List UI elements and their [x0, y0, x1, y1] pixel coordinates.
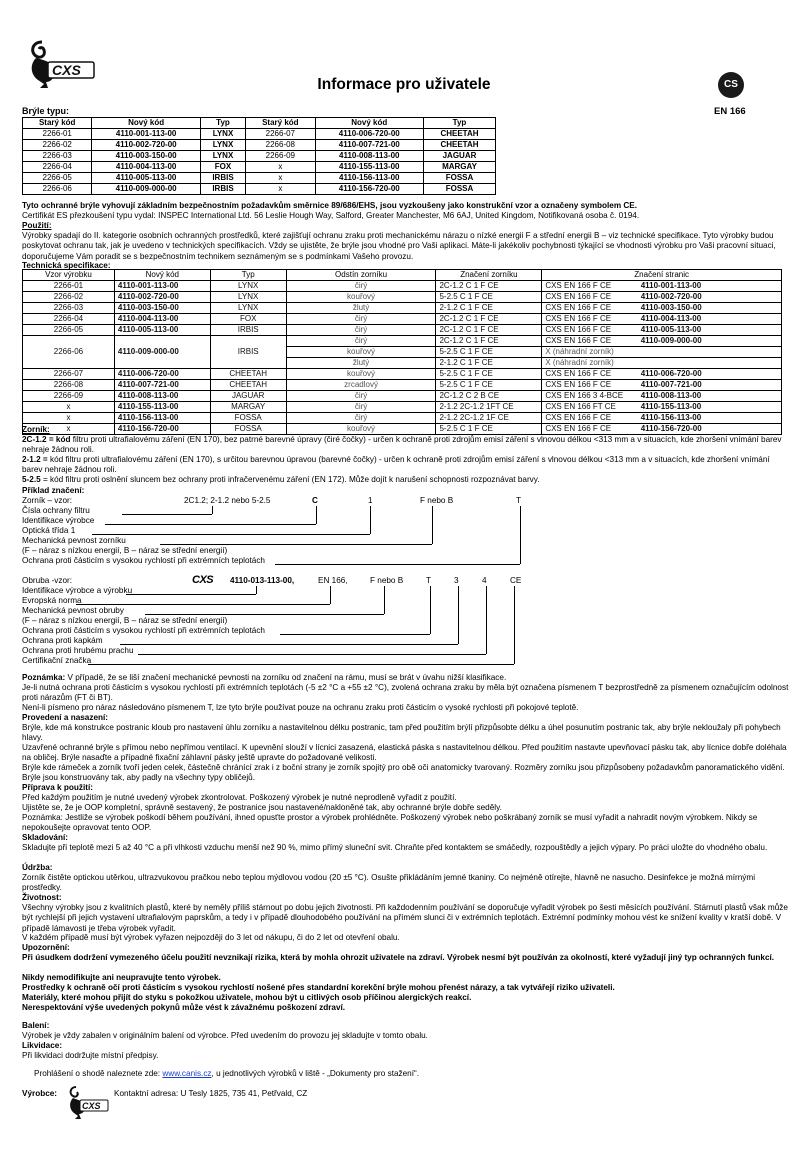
types-row — [23, 151, 496, 162]
use-text: Výrobky spadají do II. kategorie osobních ochranných prostředků, které zajišťují ochranu zraku proti mechanickému nárazu o nízké energii F a střední energii B – viz technické specifikace. Tyto výrobky budou poskytovat ochranu tak, jak je uvedeno v technických specifikacích. Vždy se ujistěte, že brýle jsou vhodné pro Vaši aplikaci. Máte-li jakékoliv pochybnosti týkající se vhodnosti výrobku pro Vaši pracovní situaci, doporučujeme Vám poradit se s bezpečnostním technikem seznámeným se s podmínkami Vašeho provozu. — [22, 231, 776, 261]
warn-1: Při úsudkem dodržení vymezeného účelu použití nevznikají rizika, která by mohla ohrozit uživatele na zdraví. Výrobek nesmí být používán za okolností, které vyžadují jiný typ ochranných funkcí. — [22, 953, 775, 962]
filter-5-text — [22, 475, 790, 485]
types-row — [23, 140, 496, 151]
tech-cell: 4110-008-113-00 — [114, 391, 210, 402]
maint-1: Zorník čistěte optickou utěrkou, ultrazvukovou pračkou nebo teplou mýdlovou vodou (20 ±5 °C). Osušte přikládáním jemné tkaniny. Co nejméně otírejte, hlavně ne nasucho. Desinfekce je možná mírnými prostředky. — [22, 873, 756, 893]
tech-cell: 4110-003-150-00 — [638, 303, 782, 314]
col-new-code-2: Nový kód — [315, 118, 423, 129]
types-cell: MARGAY — [424, 162, 496, 173]
language-badge: CS — [718, 72, 744, 98]
tech-cell: 2C-1.2 C 2 B CE — [436, 391, 542, 402]
life-1: Všechny výrobky jsou z kvalitních plastů, které by neměly příliš stárnout po dobu jejich životnosti. Při každodenním používání se doporučuje vyřadit výrobek po šesti měsících používání. Stárnutí plastů však může být rychlejší při jejich vystavení ultrafialovým paprskům, a tedy i v případě dlouhodobého používání na přímém slunci či v extrémních teplotách. Extrémní podmínky mohou vést ke snížení kvality v kratší době. V případě lámavosti je třeba výrobek vyřadit. — [22, 903, 788, 933]
tech-cell: 2266-01 — [23, 281, 115, 292]
tech-cell: X (náhradní zorník) — [542, 347, 638, 358]
warn-5: Nerespektování výše uvedených pokynů může vést k závažnému poškození zdraví. — [22, 1003, 346, 1012]
tech-cell: 2C-1.2 C 1 F CE — [436, 281, 542, 292]
tech-cell: FOSSA — [210, 413, 286, 424]
types-cell: 4110-005-113-00 — [92, 173, 200, 184]
frame-example-logo: CXS — [192, 574, 214, 586]
tech-cell: 2266-03 — [23, 303, 115, 314]
frame-marking-item: Ochrana proti částicím s vysokou rychlostí při extrémních teplotách — [22, 626, 265, 635]
prep-3: Poznámka: Jestliže se výrobek poškodí během používání, ihned opusťte prostor a výrobek prohlédněte. Poškozený výrobek nebo poškrábaný zorník se musí vyřadit a nahradit novým výrobkem. Nikdy se nepokoušejte opravovat tento OOP. — [22, 813, 758, 833]
frame-example-en: EN 166, — [318, 576, 348, 585]
note-1-text: V případě, že se liší značení mechanické pevnosti na zorníku od značení na rámu, musí se brát v úvahu nižší klasifikace. — [65, 673, 507, 682]
tech-cell: 4110-156-720-00 — [638, 424, 782, 435]
types-cell: 2266-01 — [23, 129, 92, 140]
types-cell: LYNX — [200, 140, 245, 151]
frame-marking-item: Certifikační značka — [22, 656, 92, 665]
types-cell: FOSSA — [424, 173, 496, 184]
tech-cell: čirý — [286, 281, 436, 292]
types-cell: 2266-07 — [246, 129, 315, 140]
pack-1: Výrobek je vždy zabalen v originálním balení od výrobce. Před uvedením do provozu jej skladujte v tomto obalu. — [22, 1031, 428, 1040]
types-cell: x — [246, 173, 315, 184]
tech-cell: 4110-005-113-00 — [114, 325, 210, 336]
tech-cell: LYNX — [210, 292, 286, 303]
pack-heading: Balení: — [22, 1021, 50, 1030]
leader-line — [384, 586, 385, 614]
tech-cell: čirý — [286, 325, 436, 336]
frame-example-fb: F nebo B — [370, 576, 404, 585]
life-heading: Životnost: — [22, 893, 62, 902]
tech-cell: 4110-155-113-00 — [114, 402, 210, 413]
types-cell: LYNX — [200, 151, 245, 162]
types-cell: 4110-004-113-00 — [92, 162, 200, 173]
tech-cell: 5-2.5 C 1 F CE — [436, 369, 542, 380]
note-label: Poznámka: — [22, 673, 66, 682]
col-model: Vzor výrobku — [23, 270, 115, 281]
lens-example-t: T — [516, 496, 522, 505]
filter-2-text — [22, 455, 790, 476]
tech-cell: 4110-006-720-00 — [638, 369, 782, 380]
frame-marking-item: Evropská norma — [22, 596, 82, 605]
tech-cell: 4110-008-113-00 — [638, 391, 782, 402]
leader-line — [212, 506, 213, 514]
types-cell: IRBIS — [200, 173, 245, 184]
tech-cell: CXS EN 166 F CE — [542, 369, 638, 380]
types-cell: LYNX — [200, 129, 245, 140]
leader-line — [76, 604, 330, 605]
lens-marking-item: Čísla ochrany filtru — [22, 506, 90, 515]
frame-example-code: 4110-013-113-00, — [230, 576, 295, 585]
tech-cell: čirý — [286, 314, 436, 325]
leader-line — [520, 506, 521, 564]
types-row — [23, 173, 496, 184]
types-cell: FOSSA — [424, 184, 496, 195]
tech-cell: CXS EN 166 3 4-BCE — [542, 391, 638, 402]
certificate-line — [22, 211, 790, 221]
types-header-row — [23, 118, 496, 129]
tech-cell: 2266-06 — [23, 336, 115, 369]
tech-cell: 4110-003-150-00 — [114, 303, 210, 314]
tech-cell: 4110-001-113-00 — [638, 281, 782, 292]
col-frame-mark: Značení stranic — [542, 270, 782, 281]
tech-cell: 4110-007-721-00 — [638, 380, 782, 391]
tech-cell — [638, 358, 782, 369]
types-cell: 4110-001-113-00 — [92, 129, 200, 140]
tech-cell: 4110-004-113-00 — [638, 314, 782, 325]
frame-marking-item: Mechanická pevnost obruby — [22, 606, 124, 615]
types-cell: 4110-002-720-00 — [92, 140, 200, 151]
col-code: Nový kód — [114, 270, 210, 281]
tech-cell: 5-2.5 C 1 F CE — [436, 347, 542, 358]
types-cell: IRBIS — [200, 184, 245, 195]
tech-cell: CXS EN 166 F CE — [542, 292, 638, 303]
tech-cell: IRBIS — [210, 325, 286, 336]
tech-cell — [638, 347, 782, 358]
tech-cell: CXS EN 166 F CE — [542, 281, 638, 292]
types-cell: 2266-05 — [23, 173, 92, 184]
lens-example-codes: 2C1.2; 2-1.2 nebo 5-2.5 — [184, 496, 271, 505]
tech-cell: MARGAY — [210, 402, 286, 413]
tech-cell: kouřový — [286, 369, 436, 380]
tech-cell: 2266-02 — [23, 292, 115, 303]
tech-cell: 4110-002-720-00 — [638, 292, 782, 303]
types-cell: x — [246, 162, 315, 173]
prep-2: Ujistěte se, že je OOP kompletní, správně sestavený, že postranice jsou nastavené/nakloněné tak, aby ochranné brýle dobře seděly. — [22, 803, 502, 812]
tech-cell: 2-1.2 2C-1.2 1F CE — [436, 413, 542, 424]
leader-line — [138, 654, 486, 655]
contact-address: Kontaktní adresa: U Tesly 1825, 735 41, Petřvald, CZ — [114, 1089, 308, 1098]
warn-2: Nikdy nemodifikujte ani neupravujte tento výrobek. — [22, 973, 221, 982]
tech-cell: CXS EN 166 F CE — [542, 325, 638, 336]
tech-cell: 2C-1.2 C 1 F CE — [436, 336, 542, 347]
leader-line — [160, 544, 432, 545]
tech-cell: žlutý — [286, 358, 436, 369]
col-old-code: Starý kód — [23, 118, 92, 129]
leader-line — [316, 506, 317, 524]
lens-example-c: C — [312, 496, 318, 505]
tech-cell: 2C-1.2 C 1 F CE — [436, 314, 542, 325]
declaration-link[interactable]: www.canis.cz — [162, 1069, 212, 1078]
lens-marking-item: Optická třída 1 — [22, 526, 76, 535]
tech-cell: x — [23, 413, 115, 424]
tech-cell: 4110-006-720-00 — [114, 369, 210, 380]
tech-cell: 2C-1.2 C 1 F CE — [436, 325, 542, 336]
types-cell: 2266-09 — [246, 151, 315, 162]
leader-line — [275, 564, 520, 565]
tech-cell: CHEETAH — [210, 369, 286, 380]
tech-cell: 2266-09 — [23, 391, 115, 402]
fit-heading: Provedení a nasazení: — [22, 713, 109, 722]
tech-cell: CXS EN 166 FT CE — [542, 402, 638, 413]
ce-statement: Tyto ochranné brýle vyhovují základním bezpečnostním požadavkům směrnice 89/686/EHS, jsou vyzkoušeny jako konstrukční vzor a označeny symbolem CE. — [22, 201, 638, 210]
tech-cell: 2266-05 — [23, 325, 115, 336]
types-row — [23, 129, 496, 140]
col-type: Typ — [200, 118, 245, 129]
types-cell: 4110-156-720-00 — [315, 184, 423, 195]
types-cell: 2266-03 — [23, 151, 92, 162]
warn-4: Materiály, které mohou přijít do styku s pokožkou uživatele, mohou být u citlivých osob příčinou alergických reakcí. — [22, 993, 472, 1002]
cxs-logo-bottom — [64, 1084, 110, 1124]
types-cell: 4110-006-720-00 — [315, 129, 423, 140]
filter-2c-desc: filtru proti ultrafialovému záření (EN 170), bez patrné barevné úpravy (čiré čočky) - určen k ochraně proti zdrojům emisí záření s vlnovou délkou <313 mm a v situacích, kde zhoršení vnímání barev nehraje žádnou roli. — [22, 435, 782, 455]
tech-cell: 4110-007-721-00 — [114, 380, 210, 391]
tech-cell: LYNX — [210, 303, 286, 314]
tech-cell: čirý — [286, 413, 436, 424]
filter-2-code: 2-1.2 = — [22, 455, 48, 464]
leader-line — [92, 534, 370, 535]
types-cell: JAGUAR — [424, 151, 496, 162]
declaration-prefix: Prohlášení o shodě naleznete zde: — [34, 1069, 163, 1078]
types-heading: Brýle typu: — [22, 106, 70, 116]
tech-row — [23, 314, 782, 325]
types-cell: 2266-02 — [23, 140, 92, 151]
tech-cell: CXS EN 166 F CE — [542, 413, 638, 424]
tech-row — [23, 336, 782, 347]
fit-3: Brýle kde rámeček a zorník tvoří jeden celek, částečně chránící zrak i z boční strany je zorník spojitý pro obě oči anatomicky tvarovaný. Rozměry zorníku jsou přizpůsobeny požadavkům panoramatického vidění. Brýle jsou konstruovány tak, aby padly na všechny typy obličejů. — [22, 763, 785, 783]
manufacturer-label: Výrobce: — [22, 1089, 58, 1098]
tech-cell: FOSSA — [210, 424, 286, 435]
leader-line — [330, 586, 331, 604]
disposal-heading: Likvidace: — [22, 1041, 63, 1050]
svg-text:CXS: CXS — [82, 1101, 101, 1111]
tech-cell: X (náhradní zorník) — [542, 358, 638, 369]
lens-marking-item: (F – náraz s nízkou energií, B – náraz se střední energií) — [22, 546, 228, 555]
leader-line — [105, 524, 316, 525]
col-tech-type: Typ — [210, 270, 286, 281]
tech-cell: 4110-156-113-00 — [638, 413, 782, 424]
tech-cell: IRBIS — [210, 336, 286, 369]
disposal-1: Při likvidaci dodržujte místní předpisy. — [22, 1051, 159, 1060]
lens-marking-item: Ochrana proti částicím s vysokou rychlostí při extrémních teplotách — [22, 556, 265, 565]
col-new-code: Nový kód — [92, 118, 200, 129]
tech-cell: 5-2.5 C 1 F CE — [436, 292, 542, 303]
tech-cell: LYNX — [210, 281, 286, 292]
tech-row — [23, 391, 782, 402]
fit-1: Brýle, kde má konstrukce postranic kloub pro nastavení úhlu zorníku a nastavitelnou délku postranic, tam před použitím brýlí přizpůsobte délku a úhel posunutím postranic tak, aby brýle nekloužaly při pohybech hlavy. — [22, 723, 781, 743]
tech-table — [22, 269, 782, 435]
note-3: Není-li písmeno pro náraz následováno písmenem T, lze tyto brýle používat pouze na ochranu zraku proti částicím o vysoké rychlosti při pokojové teplotě. — [22, 703, 579, 712]
standard-label: EN 166 — [714, 106, 746, 117]
types-row — [23, 184, 496, 195]
lens-example-1: 1 — [368, 496, 373, 505]
leader-line — [145, 614, 384, 615]
types-cell: 2266-06 — [23, 184, 92, 195]
tech-row — [23, 281, 782, 292]
tech-cell: 4110-002-720-00 — [114, 292, 210, 303]
types-cell: 4110-156-113-00 — [315, 173, 423, 184]
frame-marking-item: Ochrana proti kapkám — [22, 636, 103, 645]
leader-line — [430, 586, 431, 634]
leader-line — [370, 506, 371, 534]
note-2: Je-li nutná ochrana proti částicím s vysokou rychlostí při extrémních teplotách (-5 ±2 °C a +55 ±2 °C), zvolená ochrana zraku by měla být označena písmenem T bezprostředně za písmenem označujícím odolnost proti nárazům (FT či BT). — [22, 683, 789, 703]
lens-heading: Zorník: — [22, 425, 50, 434]
tech-cell: CHEETAH — [210, 380, 286, 391]
tech-cell: 4110-156-720-00 — [114, 424, 210, 435]
cert-address: 56 Leslie Hough Way, Salford, Greater Manchester, M6 6AJ, United Kingdom, — [251, 211, 539, 220]
filter-5-desc: = kód filtru proti oslnění sluncem bez ochrany proti infračervenému záření (EN 172). Může dojít k narušení schopnosti rozpoznávat barvy. — [40, 475, 540, 484]
tech-cell: čirý — [286, 336, 436, 347]
types-cell: 4110-008-113-00 — [315, 151, 423, 162]
tech-cell: 2266-04 — [23, 314, 115, 325]
tech-cell: 4110-009-000-00 — [114, 336, 210, 369]
types-cell: 4110-009-000-00 — [92, 184, 200, 195]
tech-cell: FOX — [210, 314, 286, 325]
prep-1: Před každým použitím je nutné uvedený výrobek zkontrolovat. Poškozený výrobek je nutné neprodleně vyřadit z použití. — [22, 793, 457, 802]
types-cell: 4110-003-150-00 — [92, 151, 200, 162]
cert-notified: Notifikovaná osoba č. 0194. — [538, 211, 640, 220]
types-cell: CHEETAH — [424, 140, 496, 151]
warn-heading: Upozornění: — [22, 943, 70, 952]
tech-cell: zrcadlový — [286, 380, 436, 391]
lens-example-fb: F nebo B — [420, 496, 454, 505]
filter-2c-text — [22, 435, 790, 456]
leader-line — [88, 664, 514, 665]
tech-cell: CXS EN 166 F CE — [542, 303, 638, 314]
tech-row — [23, 413, 782, 424]
tech-row — [23, 292, 782, 303]
leader-line — [486, 586, 487, 654]
leader-line — [458, 586, 459, 644]
declaration-suffix: , u jednotlivých výrobků v liště - „Dokumenty pro stažení“. — [211, 1069, 420, 1078]
types-cell: 2266-08 — [246, 140, 315, 151]
svg-text:CXS: CXS — [52, 62, 81, 78]
leader-line — [514, 586, 515, 664]
tech-cell: 4110-005-113-00 — [638, 325, 782, 336]
declaration-line — [34, 1069, 802, 1079]
tech-cell: 5-2.5 C 1 F CE — [436, 424, 542, 435]
col-type-2: Typ — [424, 118, 496, 129]
frame-example-3: 3 — [454, 576, 459, 585]
warn-3: Prostředky k ochraně očí proti částicím s vysokou rychlostí nošené přes standardní korekční brýle mohou přenést nárazy, a tak vytvářejí riziko uživateli. — [22, 983, 615, 992]
lens-marking-item: Identifikace výrobce — [22, 516, 95, 525]
types-cell: FOX — [200, 162, 245, 173]
types-row — [23, 162, 496, 173]
leader-line — [432, 506, 433, 544]
life-2: V každém případě musí být výrobek vyřazen nejpozději do 3 let od nákupu, či do 2 let od otevření obalu. — [22, 933, 400, 942]
page-title: Informace pro uživatele — [317, 76, 491, 93]
frame-example-t: T — [426, 576, 432, 585]
example-heading: Příklad značení: — [22, 486, 85, 495]
tech-cell: 4110-004-113-00 — [114, 314, 210, 325]
tech-cell: x — [23, 402, 115, 413]
tech-cell: CXS EN 166 F CE — [542, 336, 638, 347]
tech-cell: 4110-156-113-00 — [114, 413, 210, 424]
tech-cell: CXS EN 166 F CE — [542, 424, 638, 435]
types-table — [22, 117, 496, 195]
use-heading: Použití: — [22, 221, 52, 230]
frame-marking-item: Ochrana proti hrubému prachu — [22, 646, 134, 655]
cert-issuer: Certifikát ES přezkoušení typu vydal: INSPEC International Ltd. — [22, 211, 252, 220]
filter-2c-code: 2C-1.2 = kód — [22, 435, 71, 444]
filter-2-desc: kód filtru proti ultrafialovému záření (EN 170), s určitou barevnou úpravou (barevné čočky) - určen k ochraně proti zdrojům emisí záření s vlnovou délkou <313 mm a v situacích, kde zhoršení vnímání barev nehraje žádnou roli. — [22, 455, 770, 475]
leader-line — [126, 594, 256, 595]
tech-cell: čirý — [286, 391, 436, 402]
types-cell: x — [246, 184, 315, 195]
tech-row — [23, 380, 782, 391]
leader-line — [280, 634, 430, 635]
tech-cell: 2266-08 — [23, 380, 115, 391]
frame-marking-item: Identifikace výrobce a výrobku — [22, 586, 133, 595]
filter-5-code: 5-2.5 — [22, 475, 41, 484]
tech-cell: 2-1.2 C 1 F CE — [436, 303, 542, 314]
leader-line — [120, 644, 458, 645]
tech-row — [23, 303, 782, 314]
tech-cell: 4110-155-113-00 — [638, 402, 782, 413]
tech-row — [23, 369, 782, 380]
store-heading: Skladování: — [22, 833, 68, 842]
col-shade: Odstín zorníku — [286, 270, 436, 281]
store-1: Skladujte při teplotě mezi 5 až 40 °C a při vlhkosti vzduchu menší než 90 %, mimo přímý sluneční svit. Chraňte před kontaktem se smáčedly, rozpouštědly a jejich výpary. Po práci uložte do vhodného obalu. — [22, 843, 768, 852]
tech-cell: 4110-009-000-00 — [638, 336, 782, 347]
tech-row — [23, 402, 782, 413]
lens-marking-item: Mechanická pevnost zorníku — [22, 536, 126, 545]
tech-cell: JAGUAR — [210, 391, 286, 402]
tech-cell: čirý — [286, 402, 436, 413]
tech-row — [23, 325, 782, 336]
frame-example-4: 4 — [482, 576, 487, 585]
tech-cell: 5-2.5 C 1 F CE — [436, 380, 542, 391]
col-lens-mark: Značení zorníku — [436, 270, 542, 281]
tech-cell: kouřový — [286, 347, 436, 358]
types-cell: 2266-04 — [23, 162, 92, 173]
tech-heading: Technická specifikace: — [22, 261, 111, 270]
leader-line — [256, 586, 257, 594]
tech-cell: x — [23, 424, 115, 435]
tech-cell: 4110-001-113-00 — [114, 281, 210, 292]
tech-cell: žlutý — [286, 303, 436, 314]
maint-heading: Údržba: — [22, 863, 53, 872]
types-cell: 4110-155-113-00 — [315, 162, 423, 173]
note-1 — [22, 673, 790, 683]
types-cell: CHEETAH — [424, 129, 496, 140]
tech-cell: kouřový — [286, 424, 436, 435]
col-old-code-2: Starý kód — [246, 118, 315, 129]
leader-line — [122, 514, 212, 515]
prep-heading: Příprava k použití: — [22, 783, 93, 792]
tech-header-row — [23, 270, 782, 281]
tech-cell: 2266-07 — [23, 369, 115, 380]
frame-marking-item: (F – náraz s nízkou energií, B – náraz se střední energií) — [22, 616, 228, 625]
tech-cell: CXS EN 166 F CE — [542, 314, 638, 325]
frame-example-ce: CE — [510, 576, 522, 585]
tech-cell: 2-1.2 C 1 F CE — [436, 358, 542, 369]
frame-example-label: Obruba -vzor: — [22, 576, 73, 585]
types-cell: 4110-007-721-00 — [315, 140, 423, 151]
tech-cell: kouřový — [286, 292, 436, 303]
lens-example-label: Zorník – vzor: — [22, 496, 73, 505]
fit-2: Uzavřené ochranné brýle s přímou nebo nepřímou ventilací. K upevnění slouží v lícnici zasazená, elastická páska s nastavitelnou délkou. Před použitím nastavte upevňovací pásku tak, aby lícnice dobře doléhala na obličej. Brýle nasaďte a případné fixační záhlavní pásky ještě upravte do požadované velikosti. — [22, 743, 787, 763]
tech-cell: CXS EN 166 F CE — [542, 380, 638, 391]
tech-cell: 2-1.2 2C-1.2 1FT CE — [436, 402, 542, 413]
